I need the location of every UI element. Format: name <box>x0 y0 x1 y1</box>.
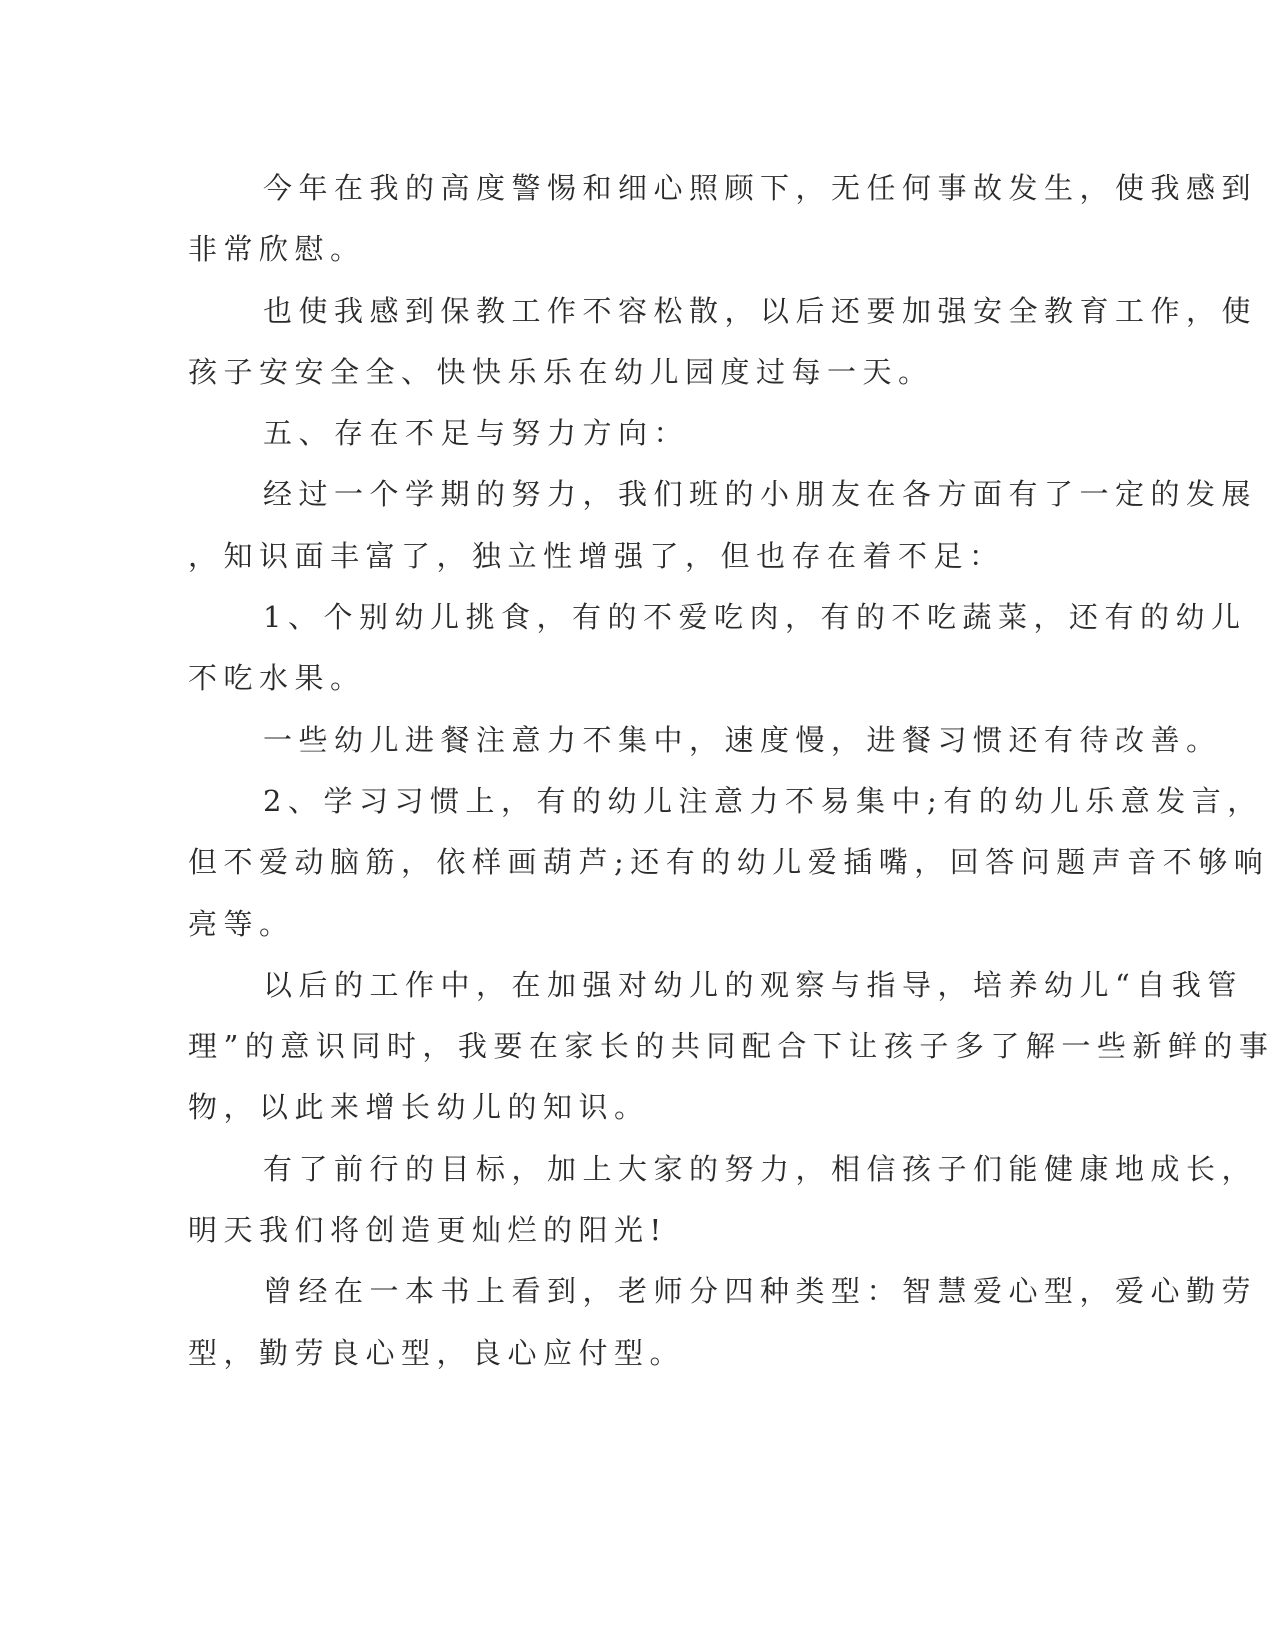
paragraph-line: 有了前行的目标，加上大家的努力，相信孩子们能健康地成长， <box>263 1151 1258 1186</box>
list-item-line: 亮等。 <box>188 906 295 941</box>
list-item-line: 不吃水果。 <box>188 661 366 696</box>
paragraph-line: 以后的工作中，在加强对幼儿的观察与指导，培养幼儿“自我管 <box>263 967 1243 1002</box>
document-body <box>188 158 1275 1384</box>
paragraph-line: 型，勤劳良心型，良心应付型。 <box>188 1335 686 1370</box>
paragraph-line: 曾经在一本书上看到，老师分四种类型：智慧爱心型，爱心勤劳 <box>263 1274 1258 1309</box>
paragraph-line: 非常欣慰。 <box>188 232 366 267</box>
section-heading: 五、存在不足与努力方向： <box>263 416 690 451</box>
list-item-line: 但不爱动脑筋，依样画葫芦;还有的幼儿爱插嘴，回答问题声音不够响 <box>188 845 1270 880</box>
list-item-line: 2、学习习惯上，有的幼儿注意力不易集中;有的幼儿乐意发言， <box>263 783 1263 818</box>
paragraph-line: 经过一个学期的努力，我们班的小朋友在各方面有了一定的发展 <box>263 477 1258 512</box>
paragraph-line: 理”的意识同时，我要在家长的共同配合下让孩子多了解一些新鲜的事 <box>188 1029 1275 1064</box>
paragraph-line: 也使我感到保教工作不容松散，以后还要加强安全教育工作，使 <box>263 293 1258 328</box>
paragraph-line: 一些幼儿进餐注意力不集中，速度慢，进餐习惯还有待改善。 <box>263 722 1222 757</box>
list-item-line: 1、个别幼儿挑食，有的不爱吃肉，有的不吃蔬菜，还有的幼儿 <box>263 600 1247 635</box>
paragraph-line: ，知识面丰富了，独立性增强了，但也存在着不足： <box>188 538 1005 573</box>
paragraph-line: 孩子安安全全、快快乐乐在幼儿园度过每一天。 <box>188 354 934 389</box>
paragraph-line: 今年在我的高度警惕和细心照顾下，无任何事故发生，使我感到 <box>263 171 1258 205</box>
paragraph-line: 明天我们将创造更灿烂的阳光! <box>188 1213 668 1248</box>
paragraph-line: 物，以此来增长幼儿的知识。 <box>188 1090 650 1125</box>
